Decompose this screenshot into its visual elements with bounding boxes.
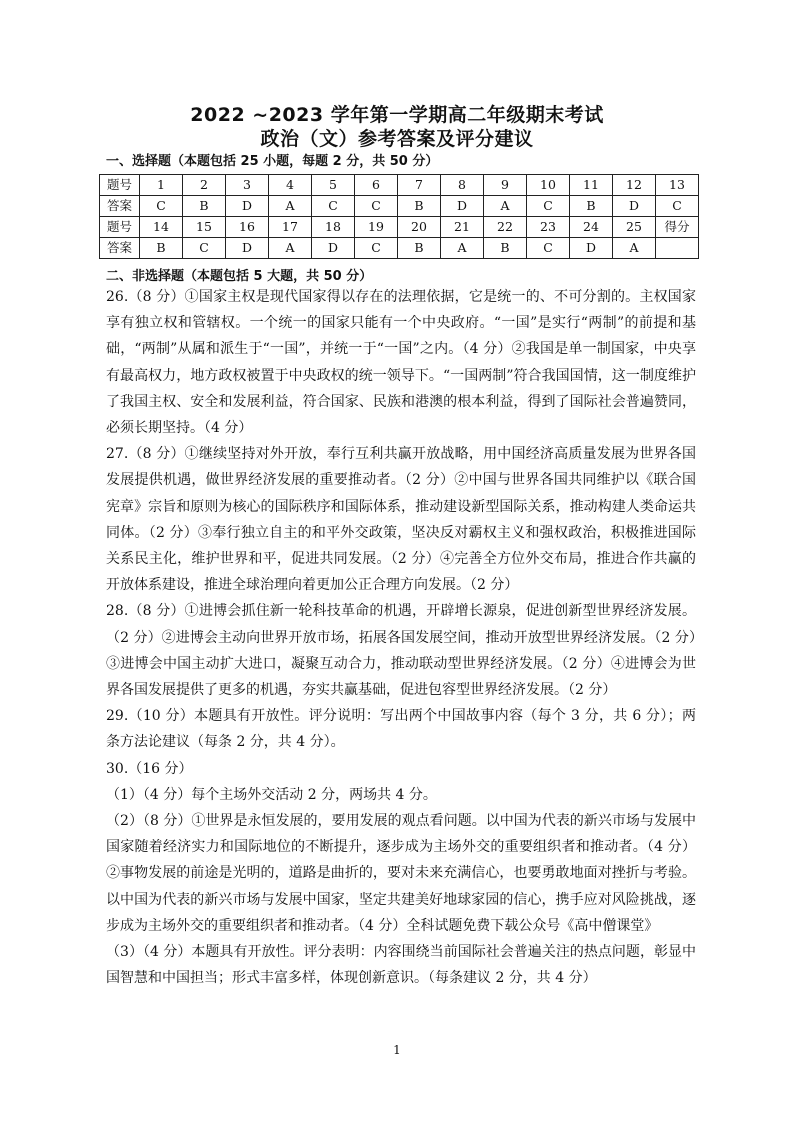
table-cell: C	[355, 238, 398, 259]
table-cell: C	[355, 196, 398, 217]
table-cell: 题号	[100, 175, 140, 196]
answer-table	[99, 174, 699, 259]
table-cell: D	[226, 196, 269, 217]
table-cell: 答案	[100, 238, 140, 259]
table-cell: 13	[656, 175, 699, 196]
table-cell: 22	[484, 217, 527, 238]
table-cell: 答案	[100, 196, 140, 217]
table-cell: C	[312, 196, 355, 217]
table-cell: 10	[527, 175, 570, 196]
title-line-1: 2022 ~2023 学年第一学期高二年级期末考试	[190, 104, 604, 126]
table-cell: D	[570, 238, 613, 259]
table-cell: 15	[183, 217, 226, 238]
table-cell: D	[312, 238, 355, 259]
table-cell: A	[613, 238, 656, 259]
table-cell	[656, 238, 699, 259]
table-cell: 4	[269, 175, 312, 196]
table-cell: 12	[613, 175, 656, 196]
table-cell: 8	[441, 175, 484, 196]
table-cell: 3	[226, 175, 269, 196]
answer-30-part-3: （3）（4 分）本题具有开放性。评分表明：内容围绕当前国际社会普遍关注的热点问题，彰显中国智慧和中国担当；形式丰富多样，体现创新意识。（每条建议 2 分，共 4 分）	[106, 944, 696, 987]
table-cell: 19	[355, 217, 398, 238]
table-cell: 20	[398, 217, 441, 238]
table-cell: C	[140, 196, 183, 217]
table-cell: D	[226, 238, 269, 259]
table-cell: 5	[312, 175, 355, 196]
table-cell: 18	[312, 217, 355, 238]
table-cell: B	[570, 196, 613, 217]
table-cell: 1	[140, 175, 183, 196]
table-cell: 题号	[100, 217, 140, 238]
table-cell: C	[527, 238, 570, 259]
table-cell: D	[613, 196, 656, 217]
table-cell: 11	[570, 175, 613, 196]
table-cell: B	[398, 196, 441, 217]
answer-30-heading: 30.（16 分）	[106, 760, 193, 777]
table-cell: 16	[226, 217, 269, 238]
table-cell: C	[527, 196, 570, 217]
table-cell: B	[484, 238, 527, 259]
page-number: 1	[393, 1043, 401, 1057]
table-cell: A	[269, 238, 312, 259]
table-cell: 7	[398, 175, 441, 196]
table-cell: 17	[269, 217, 312, 238]
table-cell: C	[656, 196, 699, 217]
table-row	[100, 175, 699, 196]
table-cell: 23	[527, 217, 570, 238]
table-cell: 2	[183, 175, 226, 196]
table-cell: 21	[441, 217, 484, 238]
title-line-2: 政治（文）参考答案及评分建议	[260, 128, 534, 150]
table-row	[100, 238, 699, 259]
answer-28: 28.（8 分）①进博会抓住新一轮科技革命的机遇，开辟增长源泉，促进创新型世界经济发展。（2 分）②进博会主动向世界开放市场，拓展各国发展空间，推动开放型世界经济发展。（2 分）③进博会中国主动扩大进口，凝聚互动合力，推动联动型世界经济发展。（2 分）④进博会为世界各国发展提供了更多的机遇，夯实共赢基础，促进包容型世界经济发展。（2 分）	[106, 603, 696, 699]
table-cell: 6	[355, 175, 398, 196]
answer-30-part-2: （2）（8 分）①世界是永恒发展的，要用发展的观点看问题。以中国为代表的新兴市场与发展中国家随着经济实力和国际地位的不断提升，逐步成为主场外交的重要组织者和推动者。（4 分）②事物发展的前途是光明的，道路是曲折的，要对未来充满信心，也要勇敢地面对挫折与考验。以中国为代表的新兴市场与发展中国家，坚定共建美好地球家园的信心，携手应对风险挑战，逐步成为主场外交的重要组织者和推动者。（4 分）全科试题免费下载公众号《高中僧课堂》	[106, 813, 696, 934]
table-cell: C	[183, 238, 226, 259]
answer-27: 27.（8 分）①继续坚持对外开放，奉行互利共赢开放战略，用中国经济高质量发展为世界各国发展提供机遇，做世界经济发展的重要推动者。（2 分）②中国与世界各国共同维护以《联合国宪章》宗旨和原则为核心的国际秩序和国际体系，推动建设新型国际关系，推动构建人类命运共同体。（2 分）③奉行独立自主的和平外交政策，坚决反对霸权主义和强权政治，积极推进国际关系民主化，维护世界和平，促进共同发展。（2 分）④完善全方位外交布局，推进合作共赢的开放体系建设，推进全球治理向着更加公正合理方向发展。（2 分）	[106, 446, 696, 594]
table-row	[100, 217, 699, 238]
table-cell: 9	[484, 175, 527, 196]
table-cell: B	[398, 238, 441, 259]
table-cell: A	[269, 196, 312, 217]
section-2-heading: 二、非选择题（本题包括 5 大题，共 50 分）	[106, 269, 373, 284]
table-cell: A	[441, 238, 484, 259]
section-1-heading: 一、选择题（本题包括 25 小题，每题 2 分，共 50 分）	[106, 154, 439, 169]
table-cell: 24	[570, 217, 613, 238]
answer-30-part-1: （1）（4 分）每个主场外交活动 2 分，两场共 4 分。	[106, 786, 437, 803]
answer-26: 26.（8 分）①国家主权是现代国家得以存在的法理依据，它是统一的、不可分割的。主权国家享有独立权和管辖权。一个统一的国家只能有一个中央政府。“一国”是实行“两制”的前提和基础，“两制”从属和派生于“一国”，并统一于“一国”之内。（4 分）②我国是单一制国家，中央享有最高权力，地方政权被置于中央政权的统一领导下。“一国两制”符合我国国情，这一制度维护了我国主权、安全和发展利益，符合国家、民族和港澳的根本利益，得到了国际社会普遍赞同，必须长期坚持。（4 分）	[106, 289, 696, 437]
table-cell: D	[441, 196, 484, 217]
table-cell: 14	[140, 217, 183, 238]
table-row	[100, 196, 699, 217]
table-cell: 得分	[656, 217, 699, 238]
table-cell: A	[484, 196, 527, 217]
table-cell: B	[183, 196, 226, 217]
table-cell: B	[140, 238, 183, 259]
answer-29: 29.（10 分）本题具有开放性。评分说明：写出两个中国故事内容（每个 3 分，共 6 分）；两条方法论建议（每条 2 分，共 4 分）。	[106, 708, 696, 751]
answer-body	[106, 284, 696, 991]
table-cell: 25	[613, 217, 656, 238]
